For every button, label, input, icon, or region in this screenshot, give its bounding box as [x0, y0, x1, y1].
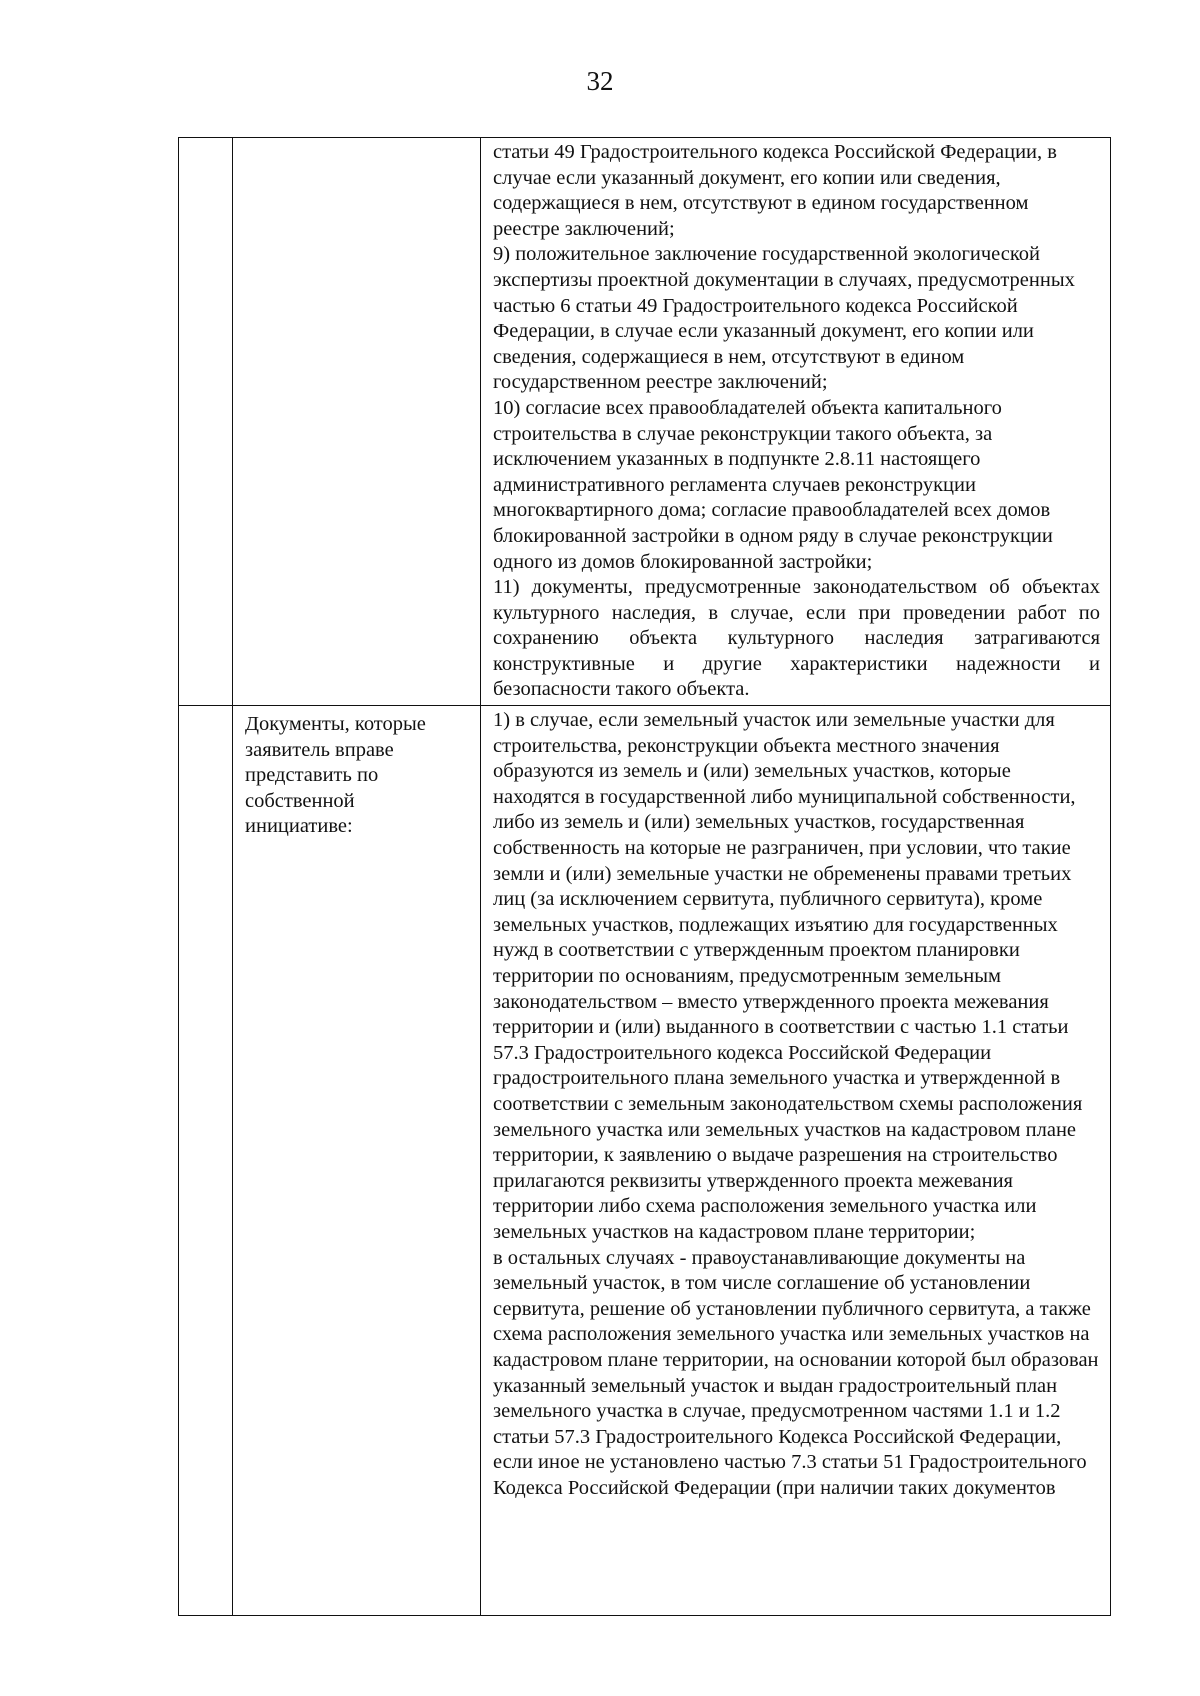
page-number: 32 — [586, 66, 614, 96]
row-number-cell — [179, 138, 233, 706]
row-label-cell — [233, 138, 481, 706]
requirements-table — [178, 137, 1111, 1616]
table-row — [179, 138, 1111, 706]
row-number-cell — [179, 706, 233, 1616]
table-row — [179, 706, 1111, 1616]
paragraph: 11) документы, предусмотренные законодательством об объектах культурного наследия, в случае, если при проведении работ по сохранению объекта культурного наследия затрагиваются конструктивные и другие характеристики надежности и безопасности такого объекта. — [493, 576, 1100, 701]
row-content-cell — [481, 138, 1111, 706]
paragraph: 1) в случае, если земельный участок или земельные участки для строительства, реконструкции объекта местного значения образуются из земель и (или) земельных участков, которые находятся в государственной либо муниципальной собственности, либо из земель и (или) земельных участков, государственная собственность на которые не разграничен, при условии, что такие земли и (или) земельные участки не обременены правами третьих лиц (за исключением сервитута, публичного сервитута), кроме земельных участков, подлежащих изъятию для государственных нужд в соответствии с утвержденным проектом планировки территории по основаниям, предусмотренным земельным законодательством – вместо утвержденного проекта межевания территории и (или) выданного в соответствии с частью 1.1 статьи 57.3 Градостроительного кодекса Российской Федерации градостроительного плана земельного участка и утвержденной в соответствии с земельным законодательством схемы расположения земельного участка или земельных участков на кадастровом плане территории, к заявлению о выдаче разрешения на строительство прилагаются реквизиты утвержденного проекта межевания территории либо схема расположения земельного участка или земельных участков на кадастровом плане территории; — [493, 709, 1083, 1243]
row-label-cell: Документы, которые заявитель вправе представить по собственной инициативе: — [233, 706, 481, 1616]
paragraph: статьи 49 Градостроительного кодекса Российской Федерации, в случае если указанный документ, его копии или сведения, содержащиеся в нем, отсутствуют в едином государственном реестре заключений; — [493, 141, 1057, 240]
paragraph: 10) согласие всех правообладателей объекта капитального строительства в случае реконструкции такого объекта, за исключением указанных в подпункте 2.8.11 настоящего административного регламента случаев реконструкции многоквартирного дома; согласие правообладателей всех домов блокированной застройки в одном ряду в случае реконструкции одного из домов блокированной застройки; — [493, 396, 1053, 573]
row-content-cell — [481, 706, 1111, 1616]
paragraph: в остальных случаях - правоустанавливающие документы на земельный участок, в том числе соглашение об установлении сервитута, решение об установлении публичного сервитута, а также схема расположения земельного участка или земельных участков на кадастровом плане территории, на основании которой был образован указанный земельный участок и выдан градостроительный план земельного участка в случае, предусмотренном частями 1.1 и 1.2 статьи 57.3 Градостроительного Кодекса Российской Федерации, если иное не установлено частью 7.3 статьи 51 Градостроительного Кодекса Российской Федерации (при наличии таких документов — [493, 1246, 1099, 1499]
paragraph: 9) положительное заключение государственной экологической экспертизы проектной документации в случаях, предусмотренных частью 6 статьи 49 Градостроительного кодекса Российской Федерации, в случае если указанный документ, его копии или сведения, содержащиеся в нем, отсутствуют в едином государственном реестре заключений; — [493, 243, 1075, 394]
